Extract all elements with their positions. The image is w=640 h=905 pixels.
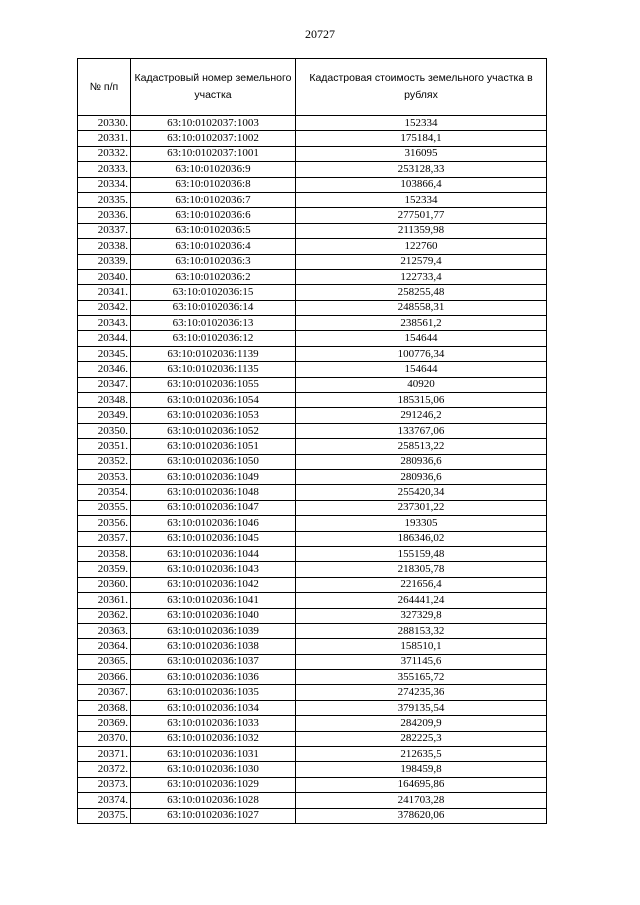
cadastral-number-cell: 63:10:0102036:1048 — [131, 485, 296, 500]
cadastral-value-cell: 122733,4 — [296, 269, 547, 284]
cadastral-value-cell: 186346,02 — [296, 531, 547, 546]
cadastral-number-cell: 63:10:0102036:1053 — [131, 408, 296, 423]
cadastral-value-cell: 155159,48 — [296, 546, 547, 561]
cadastral-value-cell: 264441,24 — [296, 593, 547, 608]
row-number-cell: 20360. — [78, 577, 131, 592]
cadastral-number-cell: 63:10:0102037:1003 — [131, 116, 296, 131]
cadastral-value-cell: 198459,8 — [296, 762, 547, 777]
cadastral-number-cell: 63:10:0102036:1044 — [131, 546, 296, 561]
cadastral-value-cell: 133767,06 — [296, 423, 547, 438]
cadastral-number-cell: 63:10:0102036:2 — [131, 269, 296, 284]
table-row — [78, 377, 547, 392]
cadastral-value-cell: 154644 — [296, 362, 547, 377]
table-row — [78, 346, 547, 361]
cadastral-number-cell: 63:10:0102036:12 — [131, 331, 296, 346]
table-row — [78, 670, 547, 685]
row-number-cell: 20352. — [78, 454, 131, 469]
row-number-cell: 20371. — [78, 747, 131, 762]
cadastral-number-cell: 63:10:0102036:8 — [131, 177, 296, 192]
cadastral-value-cell: 355165,72 — [296, 670, 547, 685]
table-body — [78, 116, 547, 824]
row-number-cell: 20348. — [78, 393, 131, 408]
row-number-cell: 20368. — [78, 700, 131, 715]
row-number-cell: 20374. — [78, 793, 131, 808]
cadastral-number-cell: 63:10:0102036:1046 — [131, 516, 296, 531]
table-row — [78, 300, 547, 315]
cadastral-value-cell: 238561,2 — [296, 316, 547, 331]
cadastral-number-cell: 63:10:0102036:1033 — [131, 716, 296, 731]
table-row — [78, 454, 547, 469]
table-row — [78, 223, 547, 238]
cadastral-number-cell: 63:10:0102036:1043 — [131, 562, 296, 577]
table-row — [78, 192, 547, 207]
cadastral-number-cell: 63:10:0102036:1035 — [131, 685, 296, 700]
row-number-cell: 20334. — [78, 177, 131, 192]
row-number-cell: 20337. — [78, 223, 131, 238]
cadastral-value-cell: 158510,1 — [296, 639, 547, 654]
cadastral-value-cell: 152334 — [296, 192, 547, 207]
row-number-cell: 20346. — [78, 362, 131, 377]
cadastral-number-cell: 63:10:0102036:1041 — [131, 593, 296, 608]
row-number-cell: 20335. — [78, 192, 131, 207]
table-row — [78, 239, 547, 254]
table-row — [78, 562, 547, 577]
cadastral-value-cell: 277501,77 — [296, 208, 547, 223]
cadastral-number-cell: 63:10:0102036:1052 — [131, 423, 296, 438]
cadastral-value-cell: 218305,78 — [296, 562, 547, 577]
cadastral-number-cell: 63:10:0102037:1002 — [131, 131, 296, 146]
row-number-cell: 20363. — [78, 623, 131, 638]
cadastral-value-cell: 316095 — [296, 146, 547, 161]
table-row — [78, 162, 547, 177]
table-row — [78, 593, 547, 608]
table-row — [78, 131, 547, 146]
table-row — [78, 531, 547, 546]
table-row — [78, 623, 547, 638]
cadastral-number-cell: 63:10:0102036:1034 — [131, 700, 296, 715]
table-row — [78, 316, 547, 331]
row-number-cell: 20365. — [78, 654, 131, 669]
cadastral-value-cell: 40920 — [296, 377, 547, 392]
row-number-cell: 20373. — [78, 777, 131, 792]
table-row — [78, 423, 547, 438]
table-row — [78, 777, 547, 792]
row-number-cell: 20369. — [78, 716, 131, 731]
cadastral-number-cell: 63:10:0102036:1139 — [131, 346, 296, 361]
cadastral-value-table — [77, 58, 547, 824]
table-header — [78, 59, 547, 116]
cadastral-value-cell: 253128,33 — [296, 162, 547, 177]
cadastral-number-cell: 63:10:0102036:1135 — [131, 362, 296, 377]
cadastral-number-cell: 63:10:0102036:1042 — [131, 577, 296, 592]
row-number-cell: 20344. — [78, 331, 131, 346]
cadastral-number-cell: 63:10:0102036:1049 — [131, 469, 296, 484]
table-row — [78, 285, 547, 300]
cadastral-number-cell: 63:10:0102036:1030 — [131, 762, 296, 777]
cadastral-number-cell: 63:10:0102036:1040 — [131, 608, 296, 623]
row-number-cell: 20350. — [78, 423, 131, 438]
cadastral-value-cell: 291246,2 — [296, 408, 547, 423]
table-row — [78, 808, 547, 823]
row-number-cell: 20347. — [78, 377, 131, 392]
table-row — [78, 608, 547, 623]
cadastral-value-cell: 282225,3 — [296, 731, 547, 746]
cadastral-value-cell: 274235,36 — [296, 685, 547, 700]
table-row — [78, 485, 547, 500]
cadastral-value-cell: 212579,4 — [296, 254, 547, 269]
row-number-cell: 20338. — [78, 239, 131, 254]
cadastral-value-cell: 193305 — [296, 516, 547, 531]
table-row — [78, 654, 547, 669]
cadastral-number-cell: 63:10:0102036:1051 — [131, 439, 296, 454]
cadastral-value-cell: 122760 — [296, 239, 547, 254]
row-number-cell: 20357. — [78, 531, 131, 546]
table-row — [78, 116, 547, 131]
row-number-cell: 20336. — [78, 208, 131, 223]
cadastral-number-cell: 63:10:0102036:1039 — [131, 623, 296, 638]
cadastral-value-cell: 185315,06 — [296, 393, 547, 408]
cadastral-value-cell: 327329,8 — [296, 608, 547, 623]
table-row — [78, 793, 547, 808]
table-row — [78, 208, 547, 223]
cadastral-value-cell: 100776,34 — [296, 346, 547, 361]
row-number-cell: 20354. — [78, 485, 131, 500]
cadastral-value-cell: 284209,9 — [296, 716, 547, 731]
cadastral-value-cell: 237301,22 — [296, 500, 547, 515]
cadastral-number-cell: 63:10:0102036:1054 — [131, 393, 296, 408]
row-number-cell: 20333. — [78, 162, 131, 177]
cadastral-value-cell: 258255,48 — [296, 285, 547, 300]
cadastral-number-cell: 63:10:0102036:14 — [131, 300, 296, 315]
cadastral-number-cell: 63:10:0102036:1036 — [131, 670, 296, 685]
cadastral-number-cell: 63:10:0102036:1038 — [131, 639, 296, 654]
row-number-cell: 20342. — [78, 300, 131, 315]
cadastral-number-cell: 63:10:0102036:13 — [131, 316, 296, 331]
cadastral-value-cell: 175184,1 — [296, 131, 547, 146]
cadastral-value-cell: 255420,34 — [296, 485, 547, 500]
cadastral-value-cell: 258513,22 — [296, 439, 547, 454]
row-number-cell: 20364. — [78, 639, 131, 654]
table-row — [78, 469, 547, 484]
row-number-cell: 20340. — [78, 269, 131, 284]
table-row — [78, 639, 547, 654]
row-number-cell: 20362. — [78, 608, 131, 623]
cadastral-value-cell: 152334 — [296, 116, 547, 131]
row-number-cell: 20331. — [78, 131, 131, 146]
header-row-number: № п/п — [78, 59, 131, 116]
cadastral-value-cell: 154644 — [296, 331, 547, 346]
header-cadastral-value: Кадастровая стоимость земельного участка в рублях — [296, 59, 547, 116]
cadastral-number-cell: 63:10:0102036:1029 — [131, 777, 296, 792]
cadastral-number-cell: 63:10:0102036:7 — [131, 192, 296, 207]
table-row — [78, 146, 547, 161]
row-number-cell: 20359. — [78, 562, 131, 577]
row-number-cell: 20351. — [78, 439, 131, 454]
table-row — [78, 269, 547, 284]
cadastral-number-cell: 63:10:0102037:1001 — [131, 146, 296, 161]
row-number-cell: 20353. — [78, 469, 131, 484]
row-number-cell: 20339. — [78, 254, 131, 269]
table-row — [78, 762, 547, 777]
table-row — [78, 546, 547, 561]
row-number-cell: 20370. — [78, 731, 131, 746]
table-row — [78, 177, 547, 192]
row-number-cell: 20343. — [78, 316, 131, 331]
table-row — [78, 362, 547, 377]
cadastral-number-cell: 63:10:0102036:1055 — [131, 377, 296, 392]
row-number-cell: 20358. — [78, 546, 131, 561]
cadastral-value-cell: 371145,6 — [296, 654, 547, 669]
header-row — [78, 59, 547, 116]
cadastral-number-cell: 63:10:0102036:1028 — [131, 793, 296, 808]
cadastral-number-cell: 63:10:0102036:1047 — [131, 500, 296, 515]
table-row — [78, 500, 547, 515]
table-row — [78, 408, 547, 423]
cadastral-number-cell: 63:10:0102036:6 — [131, 208, 296, 223]
cadastral-number-cell: 63:10:0102036:1050 — [131, 454, 296, 469]
table-row — [78, 685, 547, 700]
row-number-cell: 20349. — [78, 408, 131, 423]
row-number-cell: 20366. — [78, 670, 131, 685]
cadastral-value-cell: 103866,4 — [296, 177, 547, 192]
cadastral-value-cell: 212635,5 — [296, 747, 547, 762]
cadastral-value-cell: 248558,31 — [296, 300, 547, 315]
cadastral-value-cell: 378620,06 — [296, 808, 547, 823]
table-row — [78, 700, 547, 715]
table-row — [78, 747, 547, 762]
table-row — [78, 331, 547, 346]
row-number-cell: 20345. — [78, 346, 131, 361]
cadastral-number-cell: 63:10:0102036:3 — [131, 254, 296, 269]
row-number-cell: 20330. — [78, 116, 131, 131]
table-row — [78, 254, 547, 269]
cadastral-value-cell: 379135,54 — [296, 700, 547, 715]
table-row — [78, 577, 547, 592]
cadastral-number-cell: 63:10:0102036:4 — [131, 239, 296, 254]
cadastral-value-cell: 280936,6 — [296, 469, 547, 484]
row-number-cell: 20361. — [78, 593, 131, 608]
cadastral-number-cell: 63:10:0102036:1027 — [131, 808, 296, 823]
cadastral-number-cell: 63:10:0102036:15 — [131, 285, 296, 300]
table-row — [78, 731, 547, 746]
page-number: 20727 — [305, 27, 335, 41]
cadastral-value-cell: 164695,86 — [296, 777, 547, 792]
table-row — [78, 439, 547, 454]
table-row — [78, 716, 547, 731]
header-cadastral-number: Кадастровый номер земельного участка — [131, 59, 296, 116]
cadastral-number-cell: 63:10:0102036:9 — [131, 162, 296, 177]
row-number-cell: 20367. — [78, 685, 131, 700]
row-number-cell: 20332. — [78, 146, 131, 161]
cadastral-value-cell: 221656,4 — [296, 577, 547, 592]
cadastral-number-cell: 63:10:0102036:1037 — [131, 654, 296, 669]
row-number-cell: 20356. — [78, 516, 131, 531]
cadastral-number-cell: 63:10:0102036:1045 — [131, 531, 296, 546]
cadastral-value-cell: 241703,28 — [296, 793, 547, 808]
row-number-cell: 20372. — [78, 762, 131, 777]
row-number-cell: 20341. — [78, 285, 131, 300]
cadastral-number-cell: 63:10:0102036:5 — [131, 223, 296, 238]
cadastral-number-cell: 63:10:0102036:1031 — [131, 747, 296, 762]
cadastral-value-cell: 288153,32 — [296, 623, 547, 638]
table-row — [78, 393, 547, 408]
row-number-cell: 20375. — [78, 808, 131, 823]
table-row — [78, 516, 547, 531]
cadastral-value-cell: 280936,6 — [296, 454, 547, 469]
cadastral-value-cell: 211359,98 — [296, 223, 547, 238]
cadastral-number-cell: 63:10:0102036:1032 — [131, 731, 296, 746]
row-number-cell: 20355. — [78, 500, 131, 515]
